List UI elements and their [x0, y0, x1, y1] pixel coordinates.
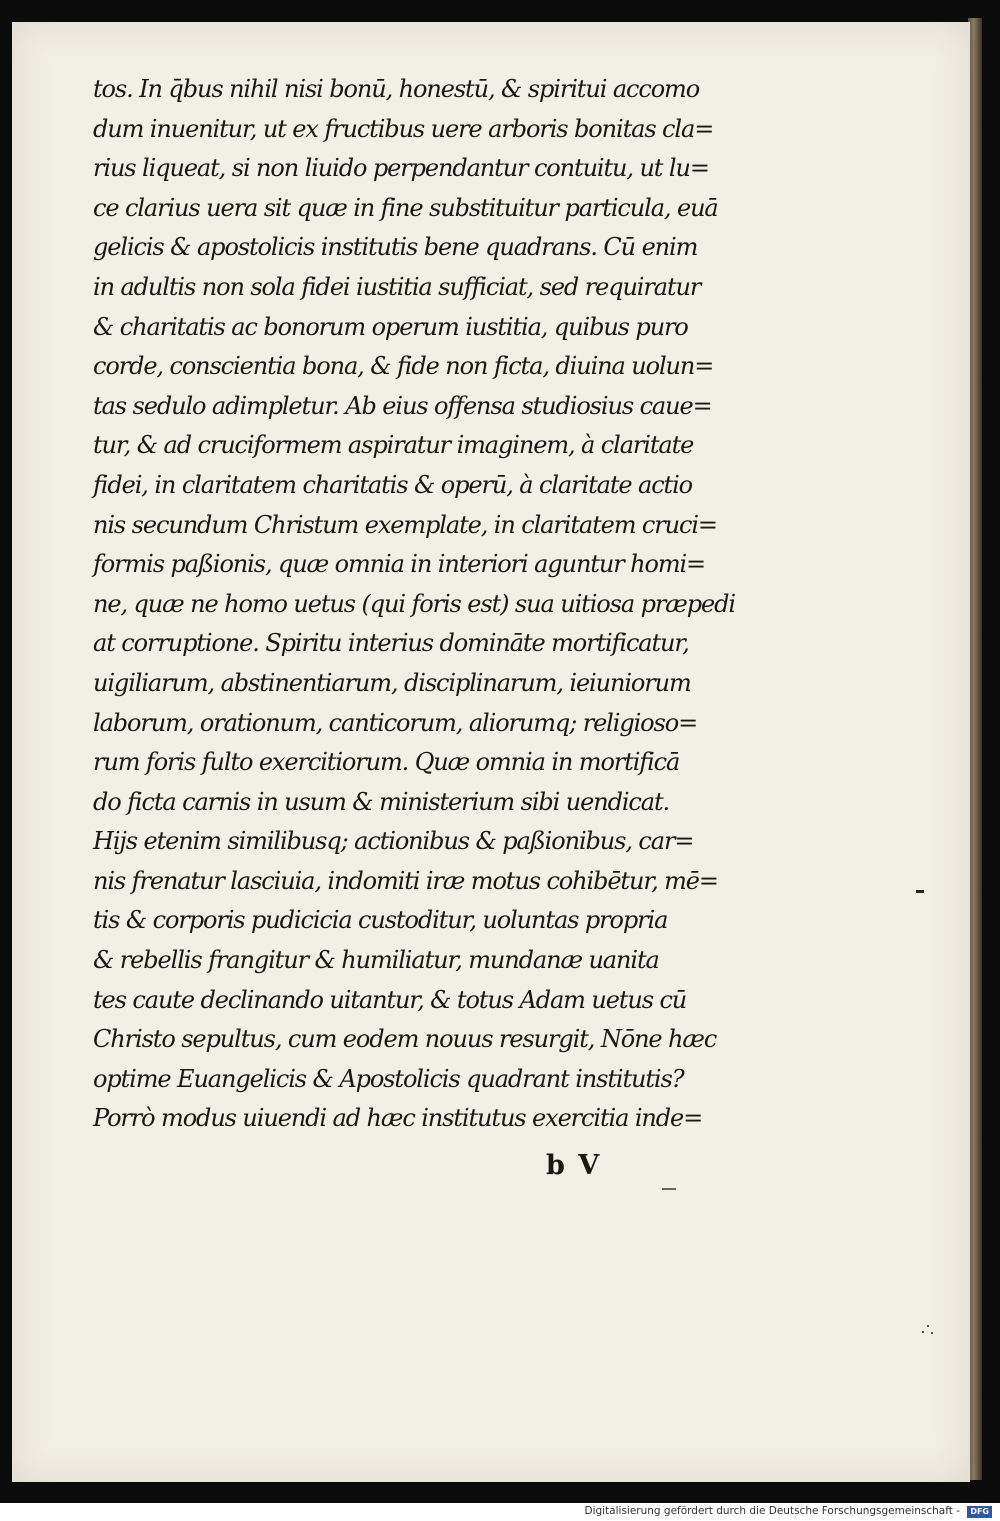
- text-line: tes caute declinando uitantur, & totus Adam uetus cū: [93, 985, 687, 1014]
- text-line: nis secundum Christum exemplate, in claritatem cruci=: [93, 510, 717, 539]
- text-line: tis & corporis pudicicia custoditur, uoluntas propria: [93, 906, 668, 935]
- text-line: tur, & ad cruciformem aspiratur imaginem, à claritate: [93, 431, 694, 460]
- text-line: ne, quæ ne homo uetus (qui foris est) sua uitiosa præpedi: [93, 589, 735, 618]
- dfg-logo: DFG: [967, 1506, 992, 1518]
- stray-dots: [920, 1322, 934, 1336]
- funding-credit: Digitalisierung gefördert durch die Deutsche Forschungsgemeinschaft -: [584, 1505, 960, 1517]
- text-line: rum foris fulto exercitiorum. Quæ omnia in mortificā: [93, 748, 680, 777]
- text-line: gelicis & apostolicis institutis bene quadrans. Cū enim: [93, 233, 698, 262]
- text-line: do ficta carnis in usum & ministerium sibi uendicat.: [93, 787, 670, 816]
- text-line: corde, conscientia bona, & fide non ficta, diuina uolun=: [93, 352, 714, 381]
- text-line: optime Euangelicis & Apostolicis quadrant institutis?: [93, 1064, 684, 1093]
- text-line: rius liqueat, si non liuido perpendantur contuitu, ut lu=: [93, 154, 709, 183]
- text-line: laborum, orationum, canticorum, aliorumq; religioso=: [93, 708, 698, 737]
- text-line: nis frenatur lasciuia, indomiti iræ motus cohibētur, mē=: [93, 866, 718, 895]
- text-line: tas sedulo adimpletur. Ab eius offensa studiosius caue=: [93, 391, 712, 420]
- text-line: at corruptione. Spiritu interius domināte mortificatur,: [93, 629, 689, 658]
- text-line: & charitatis ac bonorum operum iustitia, quibus puro: [93, 312, 688, 341]
- text-line: dum inuenitur, ut ex fructibus uere arboris bonitas cla=: [93, 114, 714, 143]
- text-line: tos. In q̄bus nihil nisi bonū, honestū, & spiritui accomo: [93, 75, 700, 103]
- footer-bar: [0, 1503, 1000, 1521]
- text-line: formis paßionis, quæ omnia in interiori aguntur homi=: [93, 550, 706, 579]
- stray-mark: [916, 890, 924, 893]
- text-line: Hijs etenim similibusq; actionibus & paßionibus, car=: [93, 827, 694, 856]
- text-line: ce clarius uera sit quæ in fine substituitur particula, euā: [93, 193, 718, 222]
- text-line: uigiliarum, abstinentiarum, disciplinarum, ieiuniorum: [93, 668, 691, 697]
- page-text-block: [93, 70, 793, 1139]
- book-edge: [968, 18, 982, 1480]
- signature-mark: b V: [546, 1150, 602, 1181]
- text-line: Porrò modus uiuendi ad hæc institutus exercitia inde=: [93, 1104, 703, 1133]
- text-line: & rebellis frangitur & humiliatur, mundanæ uanita: [93, 946, 659, 975]
- stray-dash: [662, 1188, 676, 1190]
- text-line: fidei, in claritatem charitatis & operū, à claritate actio: [93, 470, 693, 499]
- text-line: Christo sepultus, cum eodem nouus resurgit, Nōne hæc: [93, 1025, 717, 1054]
- text-line: in adultis non sola fidei iustitia sufficiat, sed requiratur: [93, 272, 701, 301]
